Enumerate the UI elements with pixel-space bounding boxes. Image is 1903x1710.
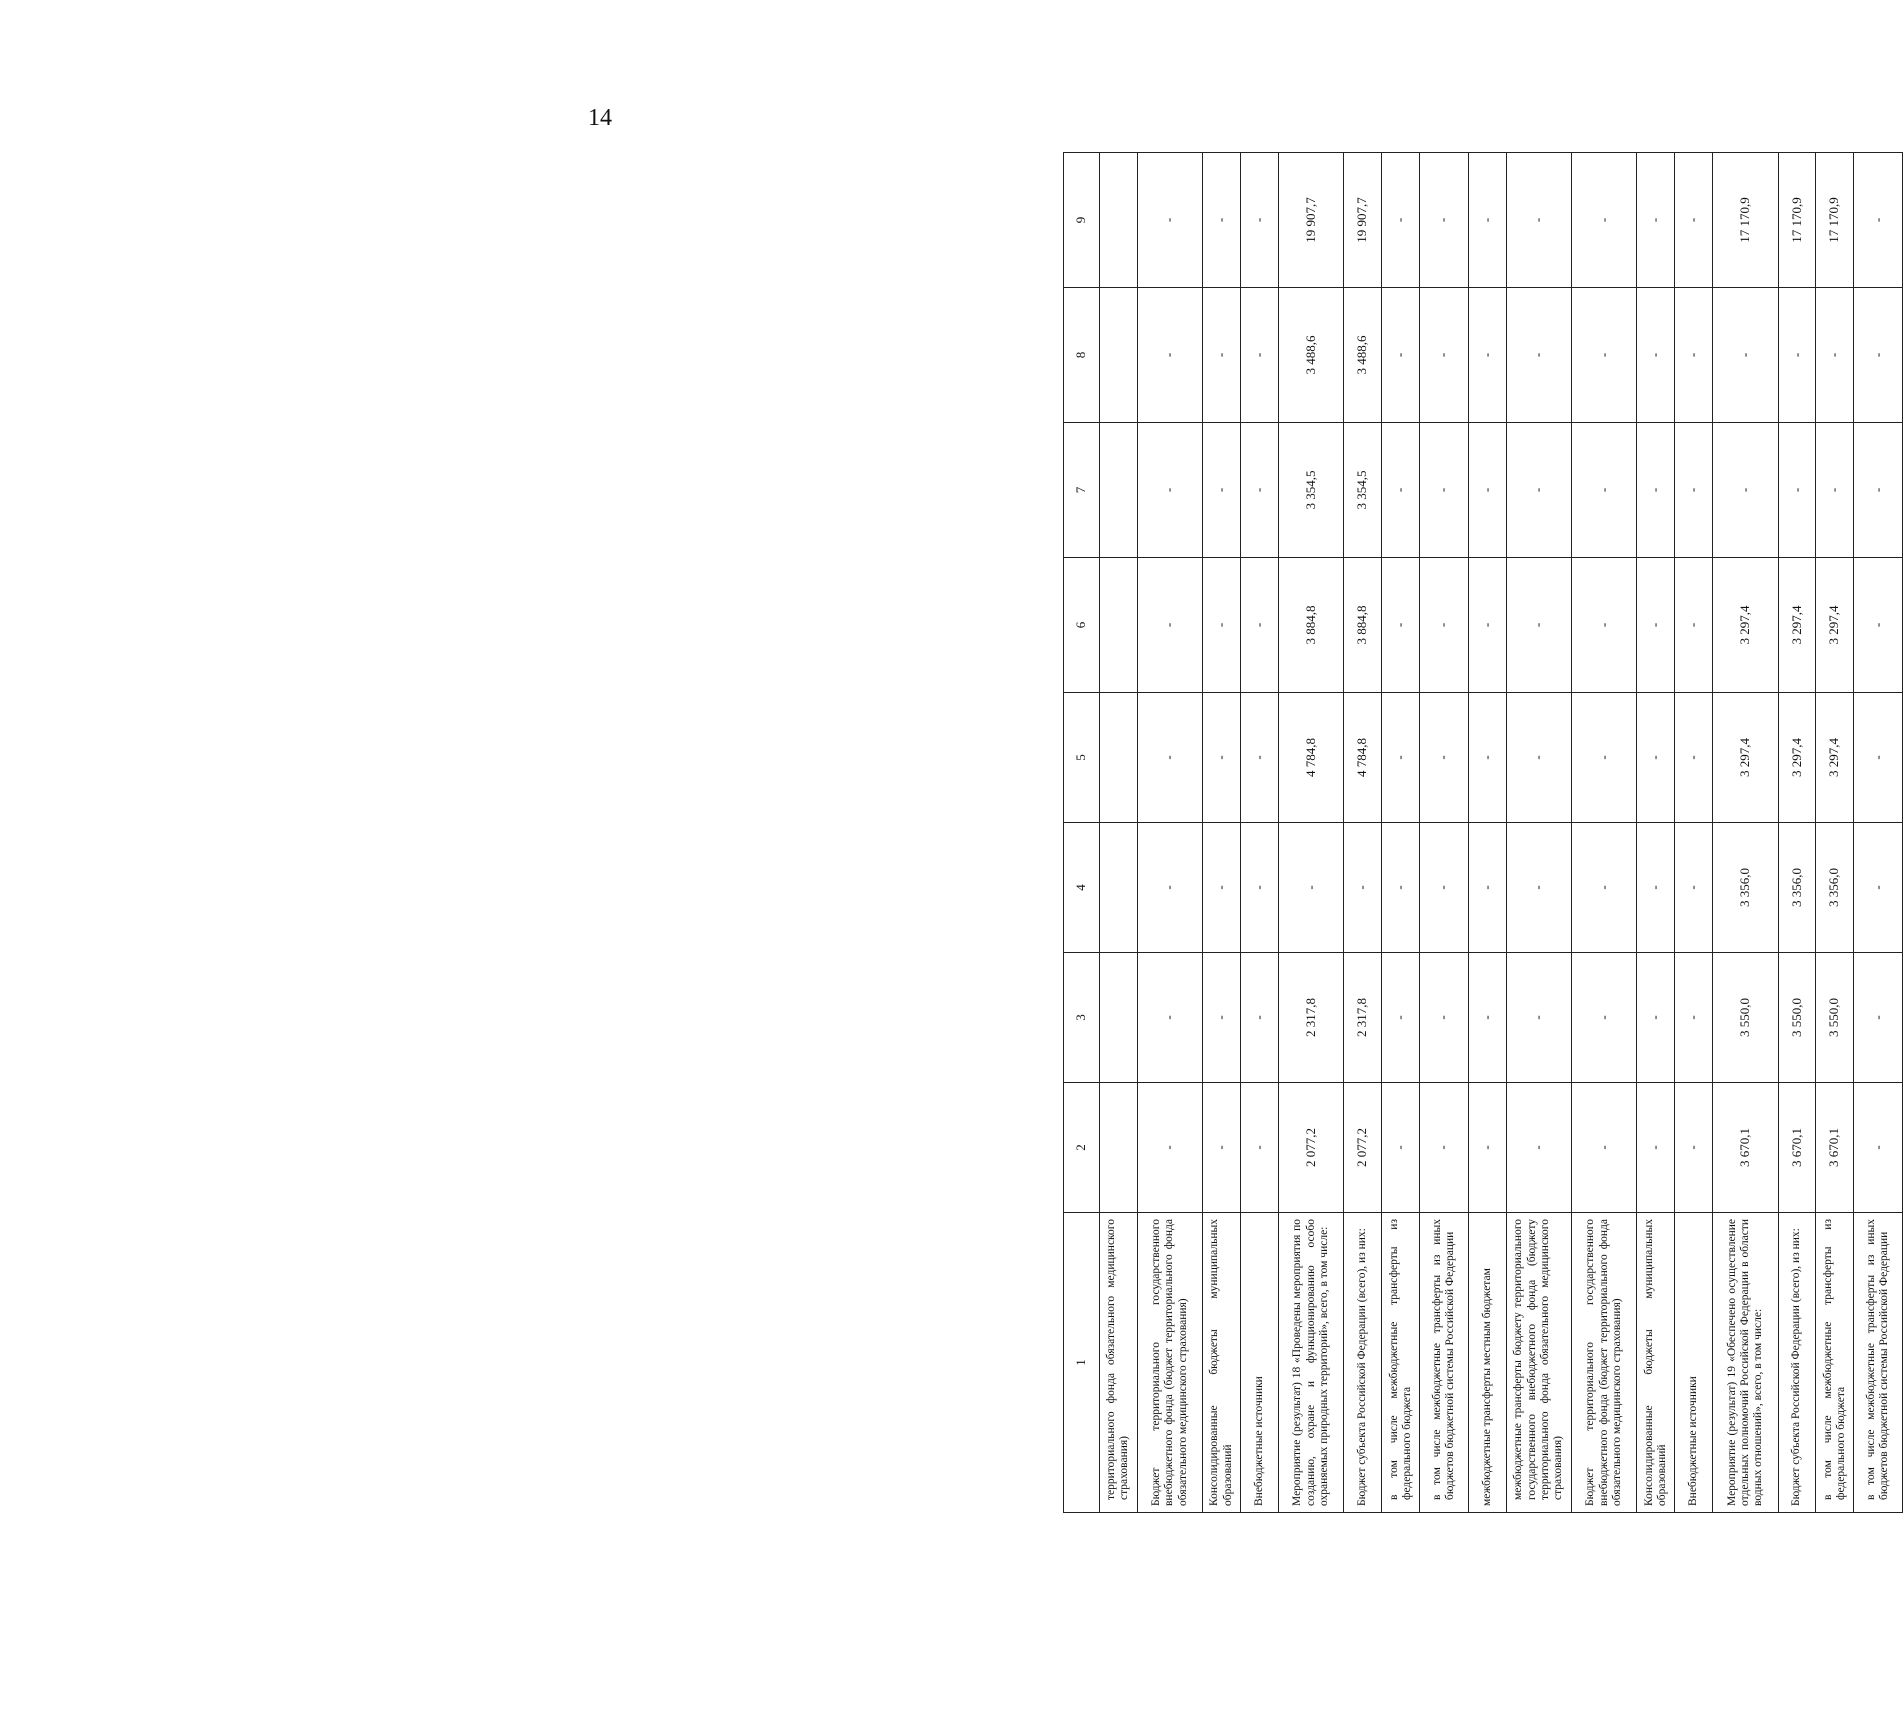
cell-value: 19 907,7 (1344, 153, 1382, 288)
cell-value: - (1241, 1083, 1279, 1213)
cell-value: 3 356,0 (1778, 823, 1816, 953)
row-label: Консолидированные бюджеты муниципальных образований (1203, 1213, 1241, 1513)
cell-value: - (1854, 693, 1903, 823)
row-label: Бюджет субъекта Российской Федерации (всего), из них: (1778, 1213, 1816, 1513)
cell-value: - (1854, 153, 1903, 288)
cell-value: - (1637, 288, 1675, 423)
column-header-4: 4 (1064, 823, 1100, 953)
cell-value: 2 077,2 (1344, 1083, 1382, 1213)
cell-value: 4 784,8 (1278, 693, 1343, 823)
cell-value: - (1420, 693, 1468, 823)
cell-value: - (1778, 423, 1816, 558)
row-label: в том числе межбюджетные трансферты из федерального бюджета (1816, 1213, 1854, 1513)
cell-value: 2 317,8 (1278, 953, 1343, 1083)
cell-value: 3 884,8 (1278, 558, 1343, 693)
cell-value: - (1382, 693, 1420, 823)
cell-value: - (1468, 693, 1506, 823)
cell-value: - (1468, 823, 1506, 953)
cell-value: - (1241, 288, 1279, 423)
row-label: территориального фонда обязательного медицинского страхования) (1099, 1213, 1137, 1513)
row-label: Мероприятие (результат) 18 «Проведены мероприятия по созданию, охране и функционированию особо охраняемых природных территорий», всего, в том числе: (1278, 1213, 1343, 1513)
cell-value: - (1854, 288, 1903, 423)
cell-value: - (1203, 1083, 1241, 1213)
cell-value: - (1506, 823, 1571, 953)
cell-value: 3 297,4 (1713, 558, 1778, 693)
cell-value: - (1382, 423, 1420, 558)
cell-value: - (1241, 953, 1279, 1083)
cell-value: - (1571, 823, 1636, 953)
cell-value: - (1241, 823, 1279, 953)
budget-table (1063, 152, 1903, 1513)
cell-value: - (1675, 558, 1713, 693)
table-row (1571, 153, 1636, 1513)
cell-value: - (1637, 423, 1675, 558)
row-label: Консолидированные бюджеты муниципальных образований (1637, 1213, 1675, 1513)
row-label: Бюджет территориального государственного внебюджетного фонда (бюджет территориального фонда обязательного медицинского страхования) (1137, 1213, 1202, 1513)
cell-value: - (1637, 953, 1675, 1083)
cell-value: - (1713, 288, 1778, 423)
row-label: Бюджет субъекта Российской Федерации (всего), из них: (1344, 1213, 1382, 1513)
cell-value: - (1637, 823, 1675, 953)
cell-value: - (1778, 288, 1816, 423)
table-row (1241, 153, 1279, 1513)
row-label: в том числе межбюджетные трансферты из иных бюджетов бюджетной системы Российской Федерации (1420, 1213, 1468, 1513)
cell-value: 3 297,4 (1778, 558, 1816, 693)
cell-value: - (1344, 823, 1382, 953)
row-label: в том числе межбюджетные трансферты из федерального бюджета (1382, 1213, 1420, 1513)
rotated-table-container (1063, 153, 1903, 1513)
cell-value: - (1637, 558, 1675, 693)
cell-value: - (1137, 693, 1202, 823)
cell-value: - (1854, 423, 1903, 558)
cell-value: - (1713, 423, 1778, 558)
column-header-9: 9 (1064, 153, 1100, 288)
cell-value (1099, 823, 1137, 953)
cell-value: 3 297,4 (1713, 693, 1778, 823)
column-header-3: 3 (1064, 953, 1100, 1083)
cell-value: - (1241, 693, 1279, 823)
column-header-6: 6 (1064, 558, 1100, 693)
cell-value: - (1571, 693, 1636, 823)
cell-value: 17 170,9 (1816, 153, 1854, 288)
cell-value: - (1506, 423, 1571, 558)
cell-value: - (1571, 423, 1636, 558)
cell-value: 3 670,1 (1816, 1083, 1854, 1213)
column-header-7: 7 (1064, 423, 1100, 558)
row-label: Мероприятие (результат) 19 «Обеспечено осуществление отдельных полномочий Российской Федерации в области водных отношений», всего, в том числе: (1713, 1213, 1778, 1513)
cell-value: - (1506, 953, 1571, 1083)
column-header-2: 2 (1064, 1083, 1100, 1213)
header-row (1064, 153, 1100, 1513)
cell-value: - (1137, 1083, 1202, 1213)
cell-value: - (1420, 1083, 1468, 1213)
cell-value: - (1420, 423, 1468, 558)
cell-value: 3 550,0 (1816, 953, 1854, 1083)
cell-value: 2 077,2 (1278, 1083, 1343, 1213)
cell-value: 3 670,1 (1713, 1083, 1778, 1213)
cell-value: - (1675, 288, 1713, 423)
cell-value: - (1203, 288, 1241, 423)
row-label: межбюджетные трансферты местным бюджетам (1468, 1213, 1506, 1513)
column-header-8: 8 (1064, 288, 1100, 423)
table-row (1468, 153, 1506, 1513)
cell-value: 17 170,9 (1778, 153, 1816, 288)
cell-value: - (1675, 153, 1713, 288)
cell-value: - (1506, 153, 1571, 288)
cell-value: - (1420, 558, 1468, 693)
cell-value: - (1203, 153, 1241, 288)
cell-value: - (1571, 288, 1636, 423)
cell-value: - (1382, 558, 1420, 693)
cell-value: 3 884,8 (1344, 558, 1382, 693)
cell-value: - (1420, 153, 1468, 288)
cell-value: 17 170,9 (1713, 153, 1778, 288)
cell-value: - (1506, 693, 1571, 823)
cell-value: - (1675, 693, 1713, 823)
cell-value: 3 550,0 (1713, 953, 1778, 1083)
cell-value: - (1506, 288, 1571, 423)
cell-value: - (1468, 953, 1506, 1083)
table-row (1203, 153, 1241, 1513)
cell-value: - (1571, 1083, 1636, 1213)
cell-value: - (1382, 288, 1420, 423)
cell-value: - (1137, 288, 1202, 423)
cell-value: - (1468, 153, 1506, 288)
table-row (1854, 153, 1903, 1513)
cell-value: - (1203, 953, 1241, 1083)
cell-value: - (1506, 1083, 1571, 1213)
cell-value: - (1278, 823, 1343, 953)
page-number: 14 (588, 105, 612, 131)
table-row (1420, 153, 1468, 1513)
cell-value: - (1468, 423, 1506, 558)
cell-value: 3 670,1 (1778, 1083, 1816, 1213)
cell-value: - (1241, 153, 1279, 288)
row-label: Бюджет территориального государственного внебюджетного фонда (бюджет территориального фонда обязательного медицинского страхования) (1571, 1213, 1636, 1513)
cell-value: 19 907,7 (1278, 153, 1343, 288)
cell-value: - (1854, 823, 1903, 953)
cell-value: - (1854, 953, 1903, 1083)
cell-value: 3 354,5 (1278, 423, 1343, 558)
cell-value: - (1420, 288, 1468, 423)
cell-value: - (1675, 823, 1713, 953)
cell-value: - (1382, 153, 1420, 288)
cell-value: - (1382, 823, 1420, 953)
cell-value: - (1637, 693, 1675, 823)
cell-value: 3 488,6 (1278, 288, 1343, 423)
cell-value: - (1420, 823, 1468, 953)
cell-value: 3 356,0 (1816, 823, 1854, 953)
column-header-1: 1 (1064, 1213, 1100, 1513)
cell-value: - (1382, 953, 1420, 1083)
cell-value (1099, 1083, 1137, 1213)
cell-value: 3 488,6 (1344, 288, 1382, 423)
cell-value: - (1675, 423, 1713, 558)
cell-value: 3 297,4 (1778, 693, 1816, 823)
table-row (1637, 153, 1675, 1513)
cell-value: - (1468, 1083, 1506, 1213)
cell-value: - (1675, 953, 1713, 1083)
cell-value: 2 317,8 (1344, 953, 1382, 1083)
cell-value: 3 354,5 (1344, 423, 1382, 558)
cell-value: - (1506, 558, 1571, 693)
cell-value (1099, 153, 1137, 288)
cell-value: - (1203, 423, 1241, 558)
cell-value: - (1637, 153, 1675, 288)
row-label: в том числе межбюджетные трансферты из иных бюджетов бюджетной системы Российской Федерации (1854, 1213, 1903, 1513)
cell-value (1099, 423, 1137, 558)
budget-table-body (1064, 153, 1903, 1513)
column-header-5: 5 (1064, 693, 1100, 823)
row-label: Внебюджетные источники (1675, 1213, 1713, 1513)
cell-value: - (1637, 1083, 1675, 1213)
table-row (1099, 153, 1137, 1513)
cell-value: - (1468, 558, 1506, 693)
cell-value: - (1241, 423, 1279, 558)
cell-value: - (1854, 1083, 1903, 1213)
cell-value: - (1203, 823, 1241, 953)
cell-value (1099, 558, 1137, 693)
cell-value: - (1571, 153, 1636, 288)
cell-value: 4 784,8 (1344, 693, 1382, 823)
cell-value: - (1420, 953, 1468, 1083)
table-row (1816, 153, 1854, 1513)
table-row (1778, 153, 1816, 1513)
row-label: межбюджетные трансферты бюджету территориального государственного внебюджетного фонда (бюджету территориального фонда обязательного медицинского страхования) (1506, 1213, 1571, 1513)
table-row (1506, 153, 1571, 1513)
cell-value: - (1241, 558, 1279, 693)
table-row (1675, 153, 1713, 1513)
cell-value: 3 297,4 (1816, 558, 1854, 693)
cell-value: - (1571, 953, 1636, 1083)
cell-value: 3 356,0 (1713, 823, 1778, 953)
row-label: Внебюджетные источники (1241, 1213, 1279, 1513)
cell-value (1099, 693, 1137, 823)
cell-value: - (1137, 953, 1202, 1083)
cell-value: - (1137, 153, 1202, 288)
cell-value: 3 297,4 (1816, 693, 1854, 823)
cell-value: - (1382, 1083, 1420, 1213)
cell-value: - (1137, 823, 1202, 953)
cell-value: - (1203, 693, 1241, 823)
cell-value: - (1468, 288, 1506, 423)
table-row (1344, 153, 1382, 1513)
cell-value: - (1854, 558, 1903, 693)
cell-value: - (1137, 423, 1202, 558)
cell-value: - (1816, 288, 1854, 423)
cell-value: - (1137, 558, 1202, 693)
table-row (1382, 153, 1420, 1513)
cell-value: - (1203, 558, 1241, 693)
table-row (1713, 153, 1778, 1513)
table-row (1137, 153, 1202, 1513)
cell-value: - (1571, 558, 1636, 693)
cell-value: - (1675, 1083, 1713, 1213)
table-row (1278, 153, 1343, 1513)
cell-value: 3 550,0 (1778, 953, 1816, 1083)
cell-value: - (1816, 423, 1854, 558)
cell-value (1099, 288, 1137, 423)
cell-value (1099, 953, 1137, 1083)
